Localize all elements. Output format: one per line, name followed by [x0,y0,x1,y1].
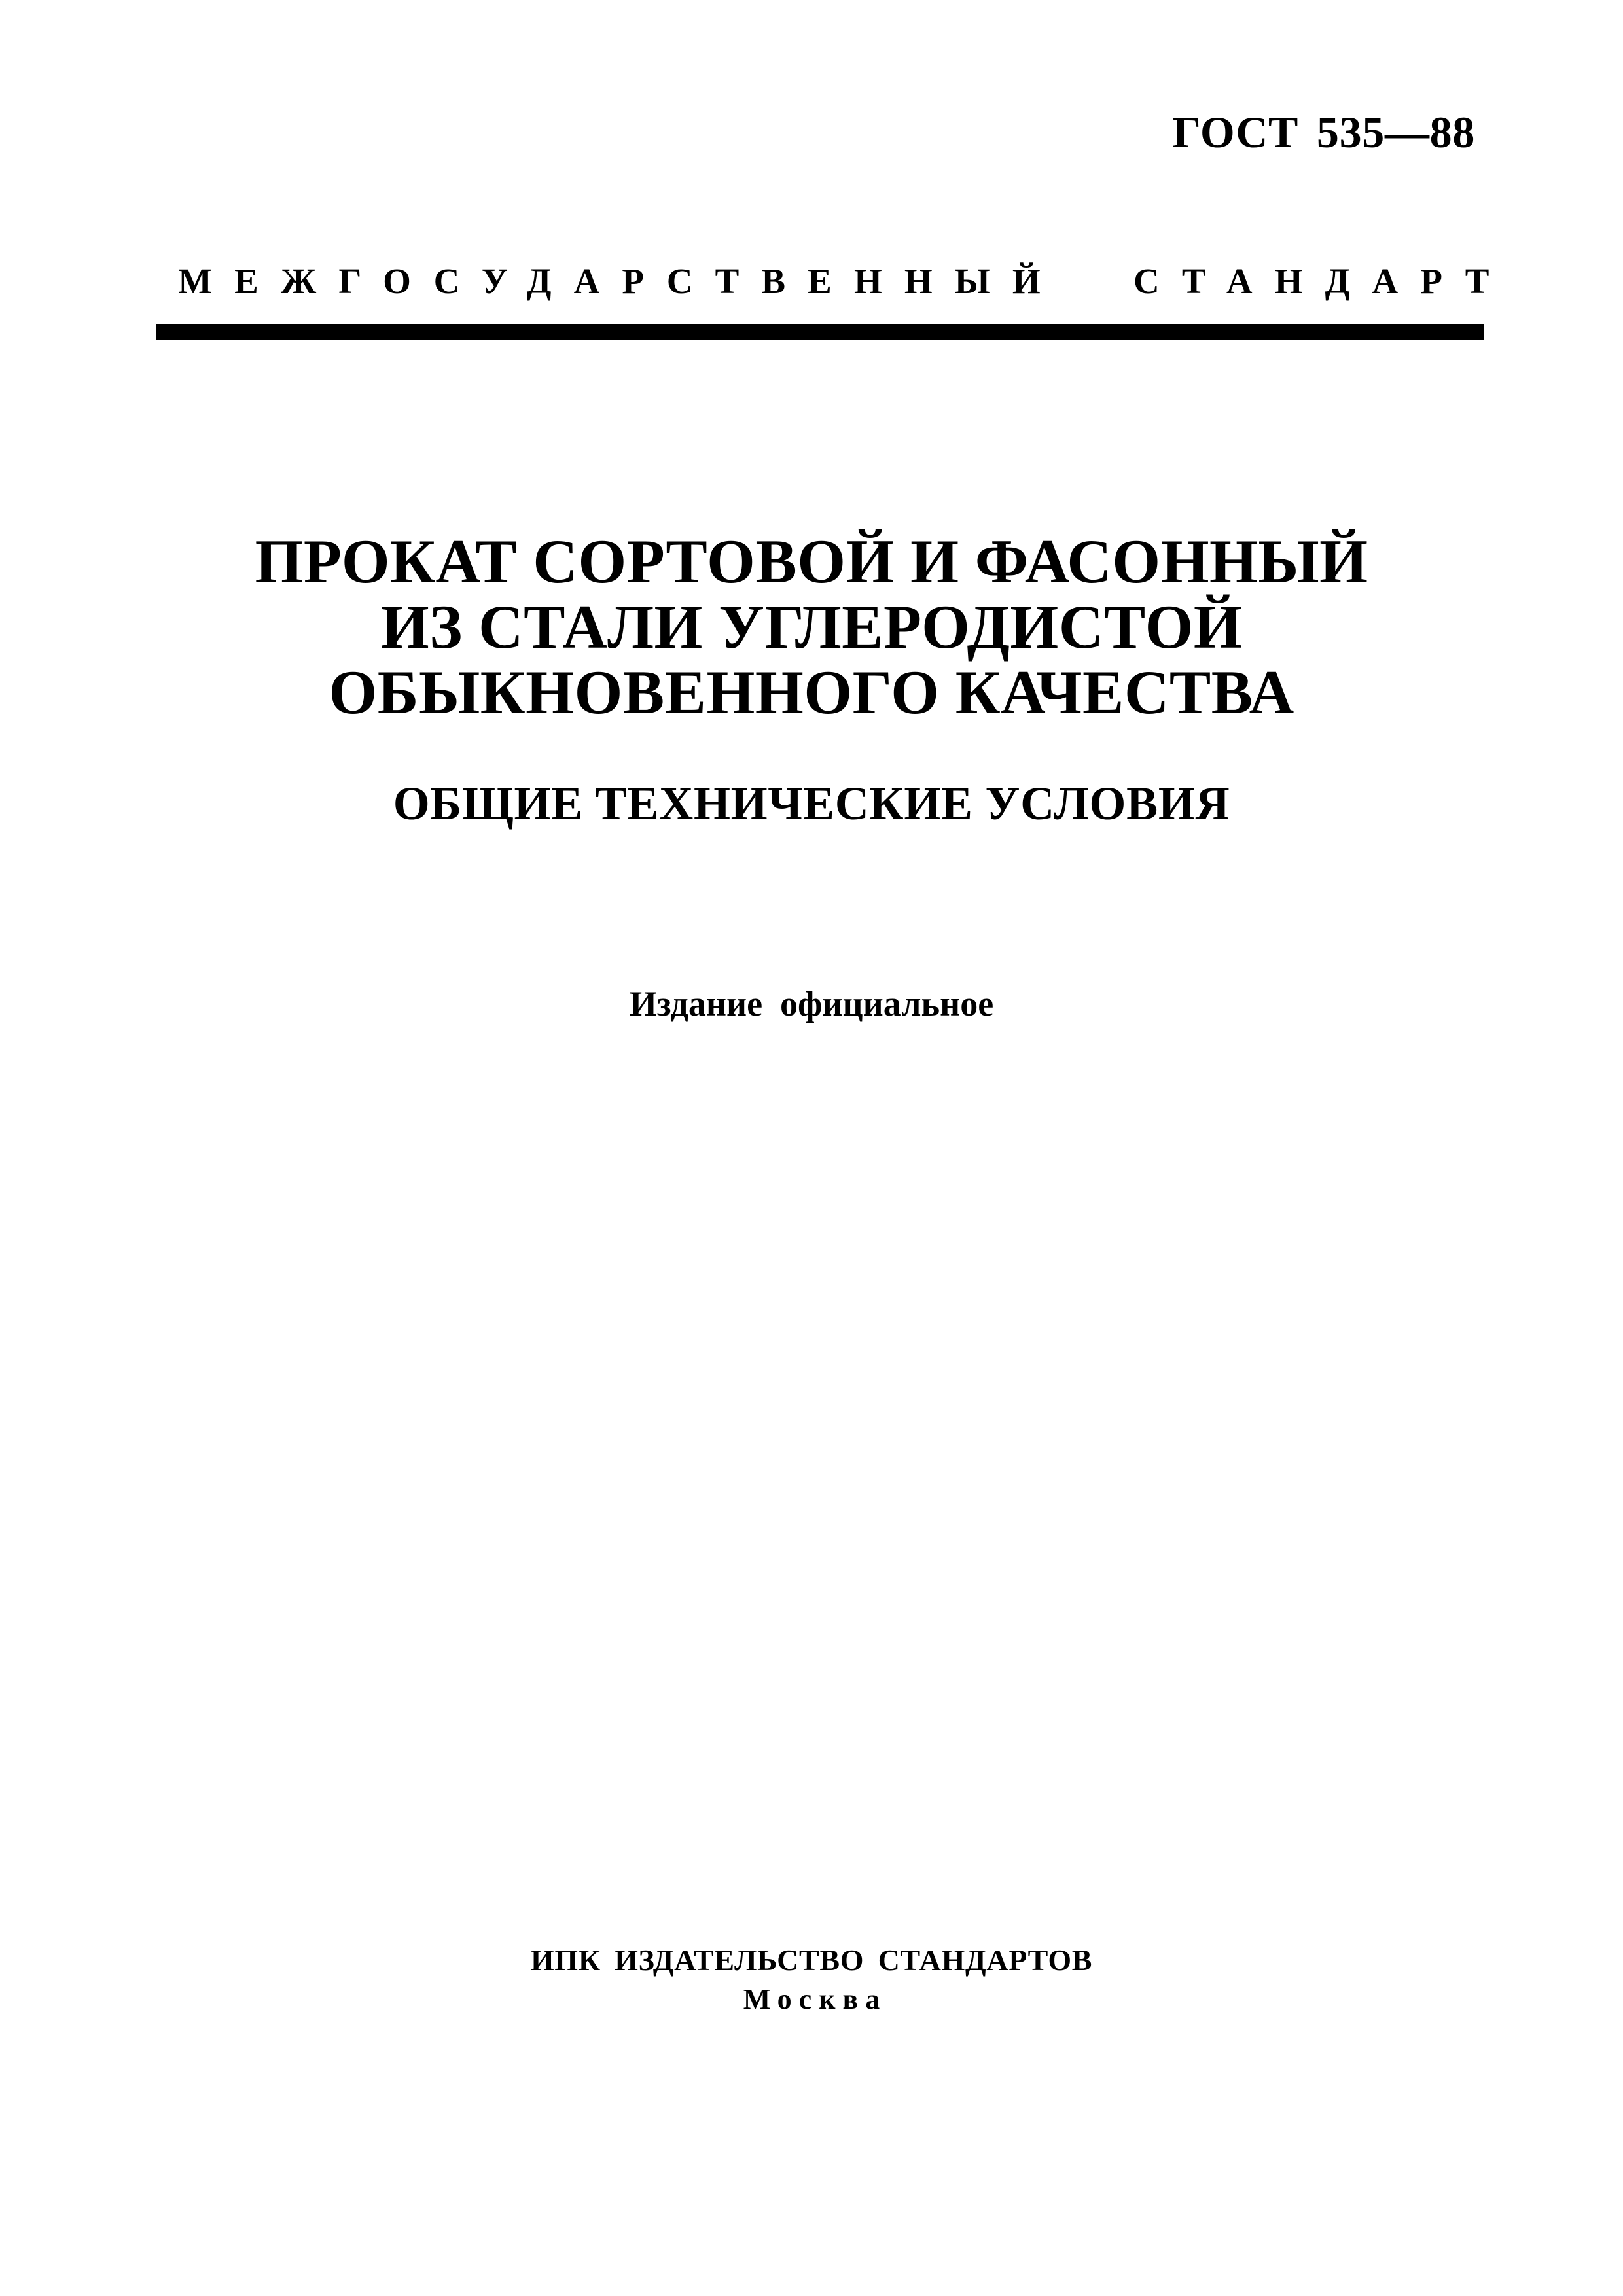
document-title [0,529,1623,725]
document-title-line-3: ОБЫКНОВЕННОГО КАЧЕСТВА [329,658,1294,727]
publication-city: Москва [743,1983,887,2015]
publisher-name: ИПК ИЗДАТЕЛЬСТВО СТАНДАРТОВ [530,1943,1093,1977]
edition-note: Издание официальное [629,984,994,1023]
standard-number: ГОСТ 535—88 [1172,107,1475,157]
standard-type-heading: МЕЖГОСУДАРСТВЕННЫЙ СТАНДАРТ [178,261,1512,301]
document-title-line-2: ИЗ СТАЛИ УГЛЕРОДИСТОЙ [380,592,1243,662]
heading-divider-rule [156,324,1484,340]
document-subtitle: ОБЩИЕ ТЕХНИЧЕСКИЕ УСЛОВИЯ [393,777,1230,830]
document-title-line-1: ПРОКАТ СОРТОВОЙ И ФАСОННЫЙ [255,527,1368,596]
